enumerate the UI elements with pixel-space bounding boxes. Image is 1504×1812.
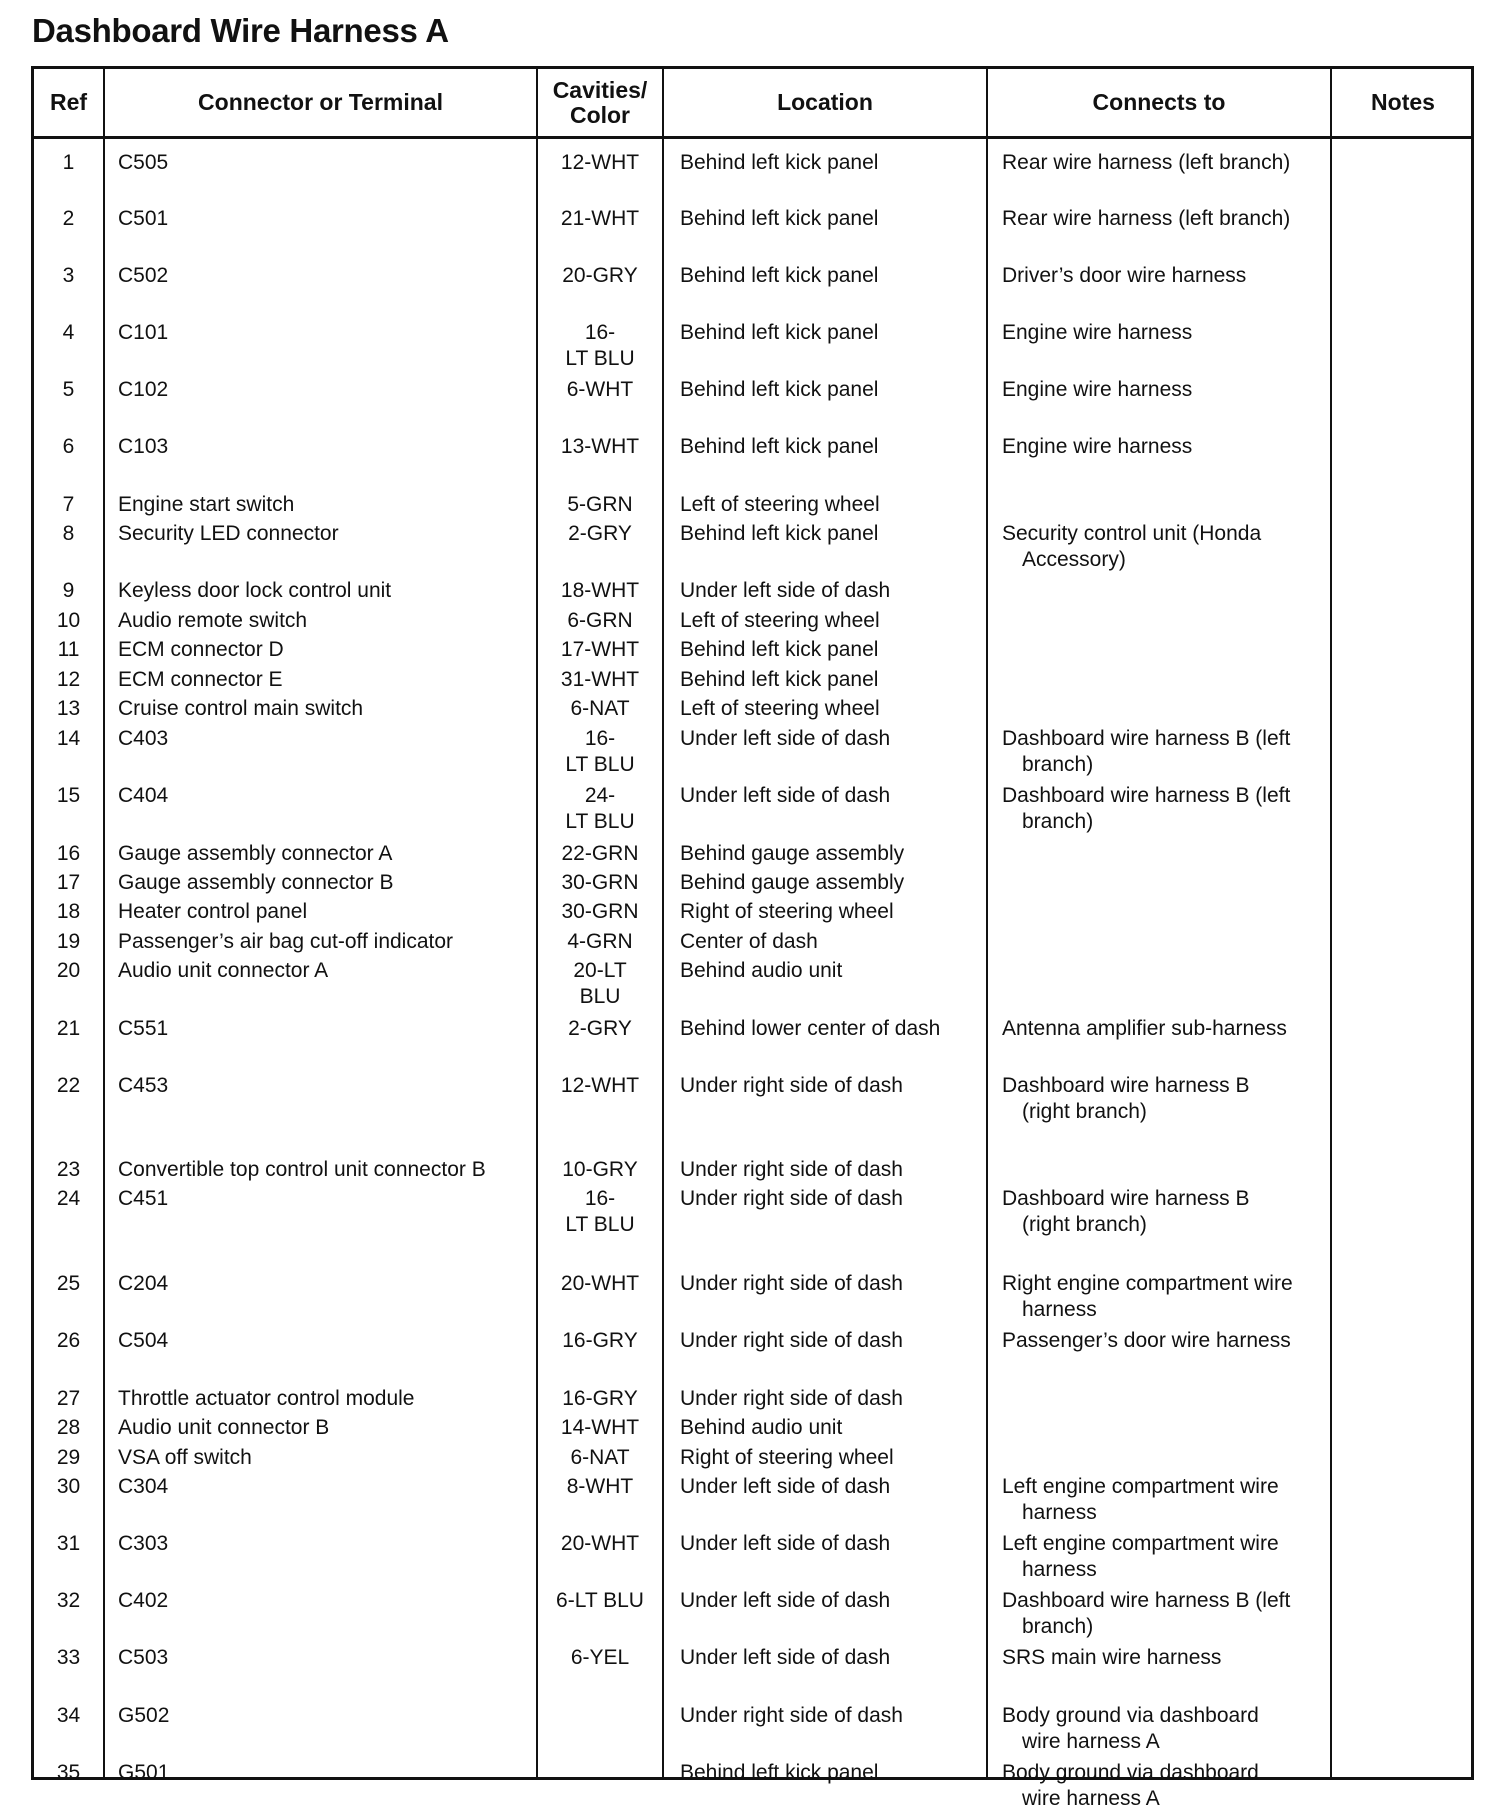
connects-to-cell: Rear wire harness (left branch) — [1002, 151, 1291, 174]
connector-cell: Audio unit connector A — [118, 959, 329, 982]
ref-cell: 34 — [56, 1704, 81, 1727]
location-cell: Behind left kick panel — [680, 668, 879, 691]
cavities-cell: 8-WHT — [566, 1475, 634, 1498]
ref-cell: 12 — [56, 668, 81, 691]
location-cell: Under right side of dash — [680, 1272, 903, 1295]
connector-cell: Throttle actuator control module — [118, 1387, 415, 1410]
connects-to-cell: Antenna amplifier sub-harness — [1002, 1017, 1287, 1040]
cavities-cell: 20-WHT — [560, 1272, 640, 1295]
connector-cell: Gauge assembly connector B — [118, 871, 394, 894]
connector-cell: Audio remote switch — [118, 609, 308, 632]
cavities-cell: 20-LT BLU — [573, 959, 627, 1008]
connects-to-cell: Dashboard wire harness B (right branch) — [1002, 1074, 1250, 1123]
cavities-cell: 2-GRY — [568, 522, 632, 545]
connector-cell: C551 — [118, 1017, 169, 1040]
location-cell: Behind left kick panel — [680, 264, 879, 287]
ref-cell: 17 — [56, 871, 81, 894]
location-cell: Behind left kick panel — [680, 522, 879, 545]
header-divider — [34, 136, 1471, 139]
location-cell: Behind gauge assembly — [680, 871, 905, 894]
connects-to-cell: Body ground via dashboard wire harness A — [1002, 1761, 1259, 1810]
connector-cell: G502 — [118, 1704, 170, 1727]
connector-cell: C504 — [118, 1329, 169, 1352]
cavities-cell: 13-WHT — [560, 435, 640, 458]
ref-cell: 14 — [56, 727, 81, 750]
location-cell: Under left side of dash — [680, 1475, 891, 1498]
ref-cell: 29 — [56, 1446, 81, 1469]
ref-cell: 35 — [56, 1761, 81, 1784]
location-cell: Behind left kick panel — [680, 378, 879, 401]
connector-cell: C303 — [118, 1532, 169, 1555]
ref-cell: 28 — [56, 1416, 81, 1439]
connector-cell: Cruise control main switch — [118, 697, 364, 720]
location-cell: Under right side of dash — [680, 1074, 903, 1097]
ref-cell: 13 — [56, 697, 81, 720]
connects-to-cell: Dashboard wire harness B (right branch) — [1002, 1187, 1250, 1236]
ref-cell: 23 — [56, 1158, 81, 1181]
connector-cell: Passenger’s air bag cut-off indicator — [118, 930, 454, 953]
header-cavities-color: Cavities/ Color — [552, 76, 648, 128]
connector-cell: C101 — [118, 321, 169, 344]
cavities-cell: 17-WHT — [560, 638, 640, 661]
location-cell: Under left side of dash — [680, 1646, 891, 1669]
harness-table — [31, 66, 1474, 1810]
cavities-cell: 18-WHT — [560, 579, 640, 602]
connector-cell: Security LED connector — [118, 522, 339, 545]
location-cell: Behind left kick panel — [680, 1761, 879, 1784]
connects-to-cell: Engine wire harness — [1002, 378, 1193, 401]
ref-cell: 25 — [56, 1272, 81, 1295]
cavities-cell: 5-GRN — [567, 493, 633, 516]
ref-cell: 7 — [62, 493, 75, 516]
location-cell: Right of steering wheel — [680, 1446, 894, 1469]
location-cell: Behind left kick panel — [680, 207, 879, 230]
connector-cell: C503 — [118, 1646, 169, 1669]
cavities-cell: 6-NAT — [570, 697, 630, 720]
connects-to-cell: Engine wire harness — [1002, 435, 1193, 458]
ref-cell: 18 — [56, 900, 81, 923]
location-cell: Left of steering wheel — [680, 493, 880, 516]
ref-cell: 20 — [56, 959, 81, 982]
connector-cell: C505 — [118, 151, 169, 174]
cavities-cell: 6-WHT — [566, 378, 634, 401]
location-cell: Left of steering wheel — [680, 697, 880, 720]
page-title: Dashboard Wire Harness A — [32, 12, 449, 49]
connects-to-cell: Passenger’s door wire harness — [1002, 1329, 1291, 1352]
connector-cell: Heater control panel — [118, 900, 308, 923]
connector-cell: C102 — [118, 378, 169, 401]
location-cell: Under right side of dash — [680, 1329, 903, 1352]
ref-cell: 24 — [56, 1187, 81, 1210]
ref-cell: 4 — [62, 321, 75, 344]
cavities-cell: 16- LT BLU — [565, 321, 635, 370]
location-cell: Under right side of dash — [680, 1704, 903, 1727]
ref-cell: 5 — [62, 378, 75, 401]
connects-to-cell: Dashboard wire harness B (left branch) — [1002, 727, 1291, 776]
connector-cell: C451 — [118, 1187, 169, 1210]
location-cell: Behind left kick panel — [680, 151, 879, 174]
cavities-cell: 6-GRN — [567, 609, 633, 632]
location-cell: Behind left kick panel — [680, 435, 879, 458]
connector-cell: C453 — [118, 1074, 169, 1097]
connector-cell: C502 — [118, 264, 169, 287]
location-cell: Behind audio unit — [680, 959, 843, 982]
connects-to-cell: Left engine compartment wire harness — [1002, 1532, 1279, 1581]
location-cell: Under left side of dash — [680, 1589, 891, 1612]
connector-cell: C103 — [118, 435, 169, 458]
connects-to-cell: Security control unit (Honda Accessory) — [1002, 522, 1262, 571]
connector-cell: C404 — [118, 784, 169, 807]
cavities-cell: 6-NAT — [570, 1446, 630, 1469]
cavities-cell: 2-GRY — [568, 1017, 632, 1040]
header-connector: Connector or Terminal — [198, 89, 443, 115]
cavities-cell: 31-WHT — [560, 668, 640, 691]
connector-cell: ECM connector E — [118, 668, 283, 691]
ref-cell: 8 — [62, 522, 75, 545]
ref-cell: 2 — [62, 207, 75, 230]
cavities-cell: 4-GRN — [567, 930, 633, 953]
connector-cell: C304 — [118, 1475, 169, 1498]
connector-cell: C501 — [118, 207, 169, 230]
connector-cell: Audio unit connector B — [118, 1416, 330, 1439]
ref-cell: 9 — [62, 579, 75, 602]
cavities-cell: 20-GRY — [562, 264, 638, 287]
ref-cell: 30 — [56, 1475, 81, 1498]
header-notes: Notes — [1371, 89, 1435, 115]
cavities-cell: 22-GRN — [561, 842, 639, 865]
ref-cell: 11 — [57, 638, 80, 661]
cavities-cell: 6-LT BLU — [556, 1589, 644, 1612]
ref-cell: 21 — [56, 1017, 81, 1040]
location-cell: Right of steering wheel — [680, 900, 894, 923]
cavities-cell: 24- LT BLU — [565, 784, 635, 833]
location-cell: Under left side of dash — [680, 579, 891, 602]
ref-cell: 31 — [56, 1532, 81, 1555]
connector-cell: ECM connector D — [118, 638, 284, 661]
cavities-cell: 14-WHT — [560, 1416, 640, 1439]
cavities-cell: 20-WHT — [560, 1532, 640, 1555]
cavities-cell: 16- LT BLU — [565, 1187, 635, 1236]
location-cell: Under right side of dash — [680, 1158, 903, 1181]
cavities-cell: 10-GRY — [562, 1158, 638, 1181]
cavities-cell: 16- LT BLU — [565, 727, 635, 776]
cavities-cell: 30-GRN — [561, 900, 639, 923]
connector-cell: G501 — [118, 1761, 170, 1784]
cavities-cell: 30-GRN — [561, 871, 639, 894]
ref-cell: 15 — [56, 784, 81, 807]
location-cell: Center of dash — [680, 930, 818, 953]
cavities-cell: 6-YEL — [570, 1646, 630, 1669]
ref-cell: 32 — [56, 1589, 81, 1612]
cavities-cell: 16-GRY — [562, 1387, 638, 1410]
column-divider — [662, 69, 664, 1777]
ref-cell: 33 — [56, 1646, 81, 1669]
connector-cell: Engine start switch — [118, 493, 295, 516]
location-cell: Left of steering wheel — [680, 609, 880, 632]
column-divider — [986, 69, 988, 1777]
ref-cell: 26 — [56, 1329, 81, 1352]
location-cell: Behind left kick panel — [680, 321, 879, 344]
connector-cell: Convertible top control unit connector B — [118, 1158, 486, 1181]
location-cell: Behind left kick panel — [680, 638, 879, 661]
location-cell: Under right side of dash — [680, 1187, 903, 1210]
location-cell: Behind gauge assembly — [680, 842, 905, 865]
column-divider — [103, 69, 105, 1777]
connects-to-cell: SRS main wire harness — [1002, 1646, 1222, 1669]
cavities-cell: 16-GRY — [562, 1329, 638, 1352]
location-cell: Under right side of dash — [680, 1387, 903, 1410]
connects-to-cell: Body ground via dashboard wire harness A — [1002, 1704, 1259, 1753]
ref-cell: 16 — [56, 842, 81, 865]
location-cell: Under left side of dash — [680, 1532, 891, 1555]
location-cell: Under left side of dash — [680, 727, 891, 750]
header-ref: Ref — [49, 89, 88, 115]
ref-cell: 6 — [62, 435, 75, 458]
connector-cell: Gauge assembly connector A — [118, 842, 393, 865]
connects-to-cell: Dashboard wire harness B (left branch) — [1002, 784, 1291, 833]
ref-cell: 1 — [62, 151, 75, 174]
ref-cell: 22 — [56, 1074, 81, 1097]
connects-to-cell: Right engine compartment wire harness — [1002, 1272, 1293, 1321]
cavities-cell: 12-WHT — [560, 151, 640, 174]
cavities-cell: 21-WHT — [560, 207, 640, 230]
cavities-cell: 12-WHT — [560, 1074, 640, 1097]
ref-cell: 3 — [62, 264, 75, 287]
connects-to-cell: Left engine compartment wire harness — [1002, 1475, 1279, 1524]
connector-cell: C402 — [118, 1589, 169, 1612]
connector-cell: C403 — [118, 727, 169, 750]
connector-cell: C204 — [118, 1272, 169, 1295]
ref-cell: 19 — [56, 930, 81, 953]
connects-to-cell: Driver’s door wire harness — [1002, 264, 1247, 287]
header-location: Location — [777, 89, 873, 115]
ref-cell: 10 — [56, 609, 81, 632]
location-cell: Under left side of dash — [680, 784, 891, 807]
connector-cell: VSA off switch — [118, 1446, 252, 1469]
connects-to-cell: Rear wire harness (left branch) — [1002, 207, 1291, 230]
location-cell: Behind lower center of dash — [680, 1017, 941, 1040]
ref-cell: 27 — [56, 1387, 81, 1410]
connector-cell: Keyless door lock control unit — [118, 579, 392, 602]
location-cell: Behind audio unit — [680, 1416, 843, 1439]
connects-to-cell: Dashboard wire harness B (left branch) — [1002, 1589, 1291, 1638]
header-connects-to: Connects to — [1092, 89, 1226, 115]
connects-to-cell: Engine wire harness — [1002, 321, 1193, 344]
